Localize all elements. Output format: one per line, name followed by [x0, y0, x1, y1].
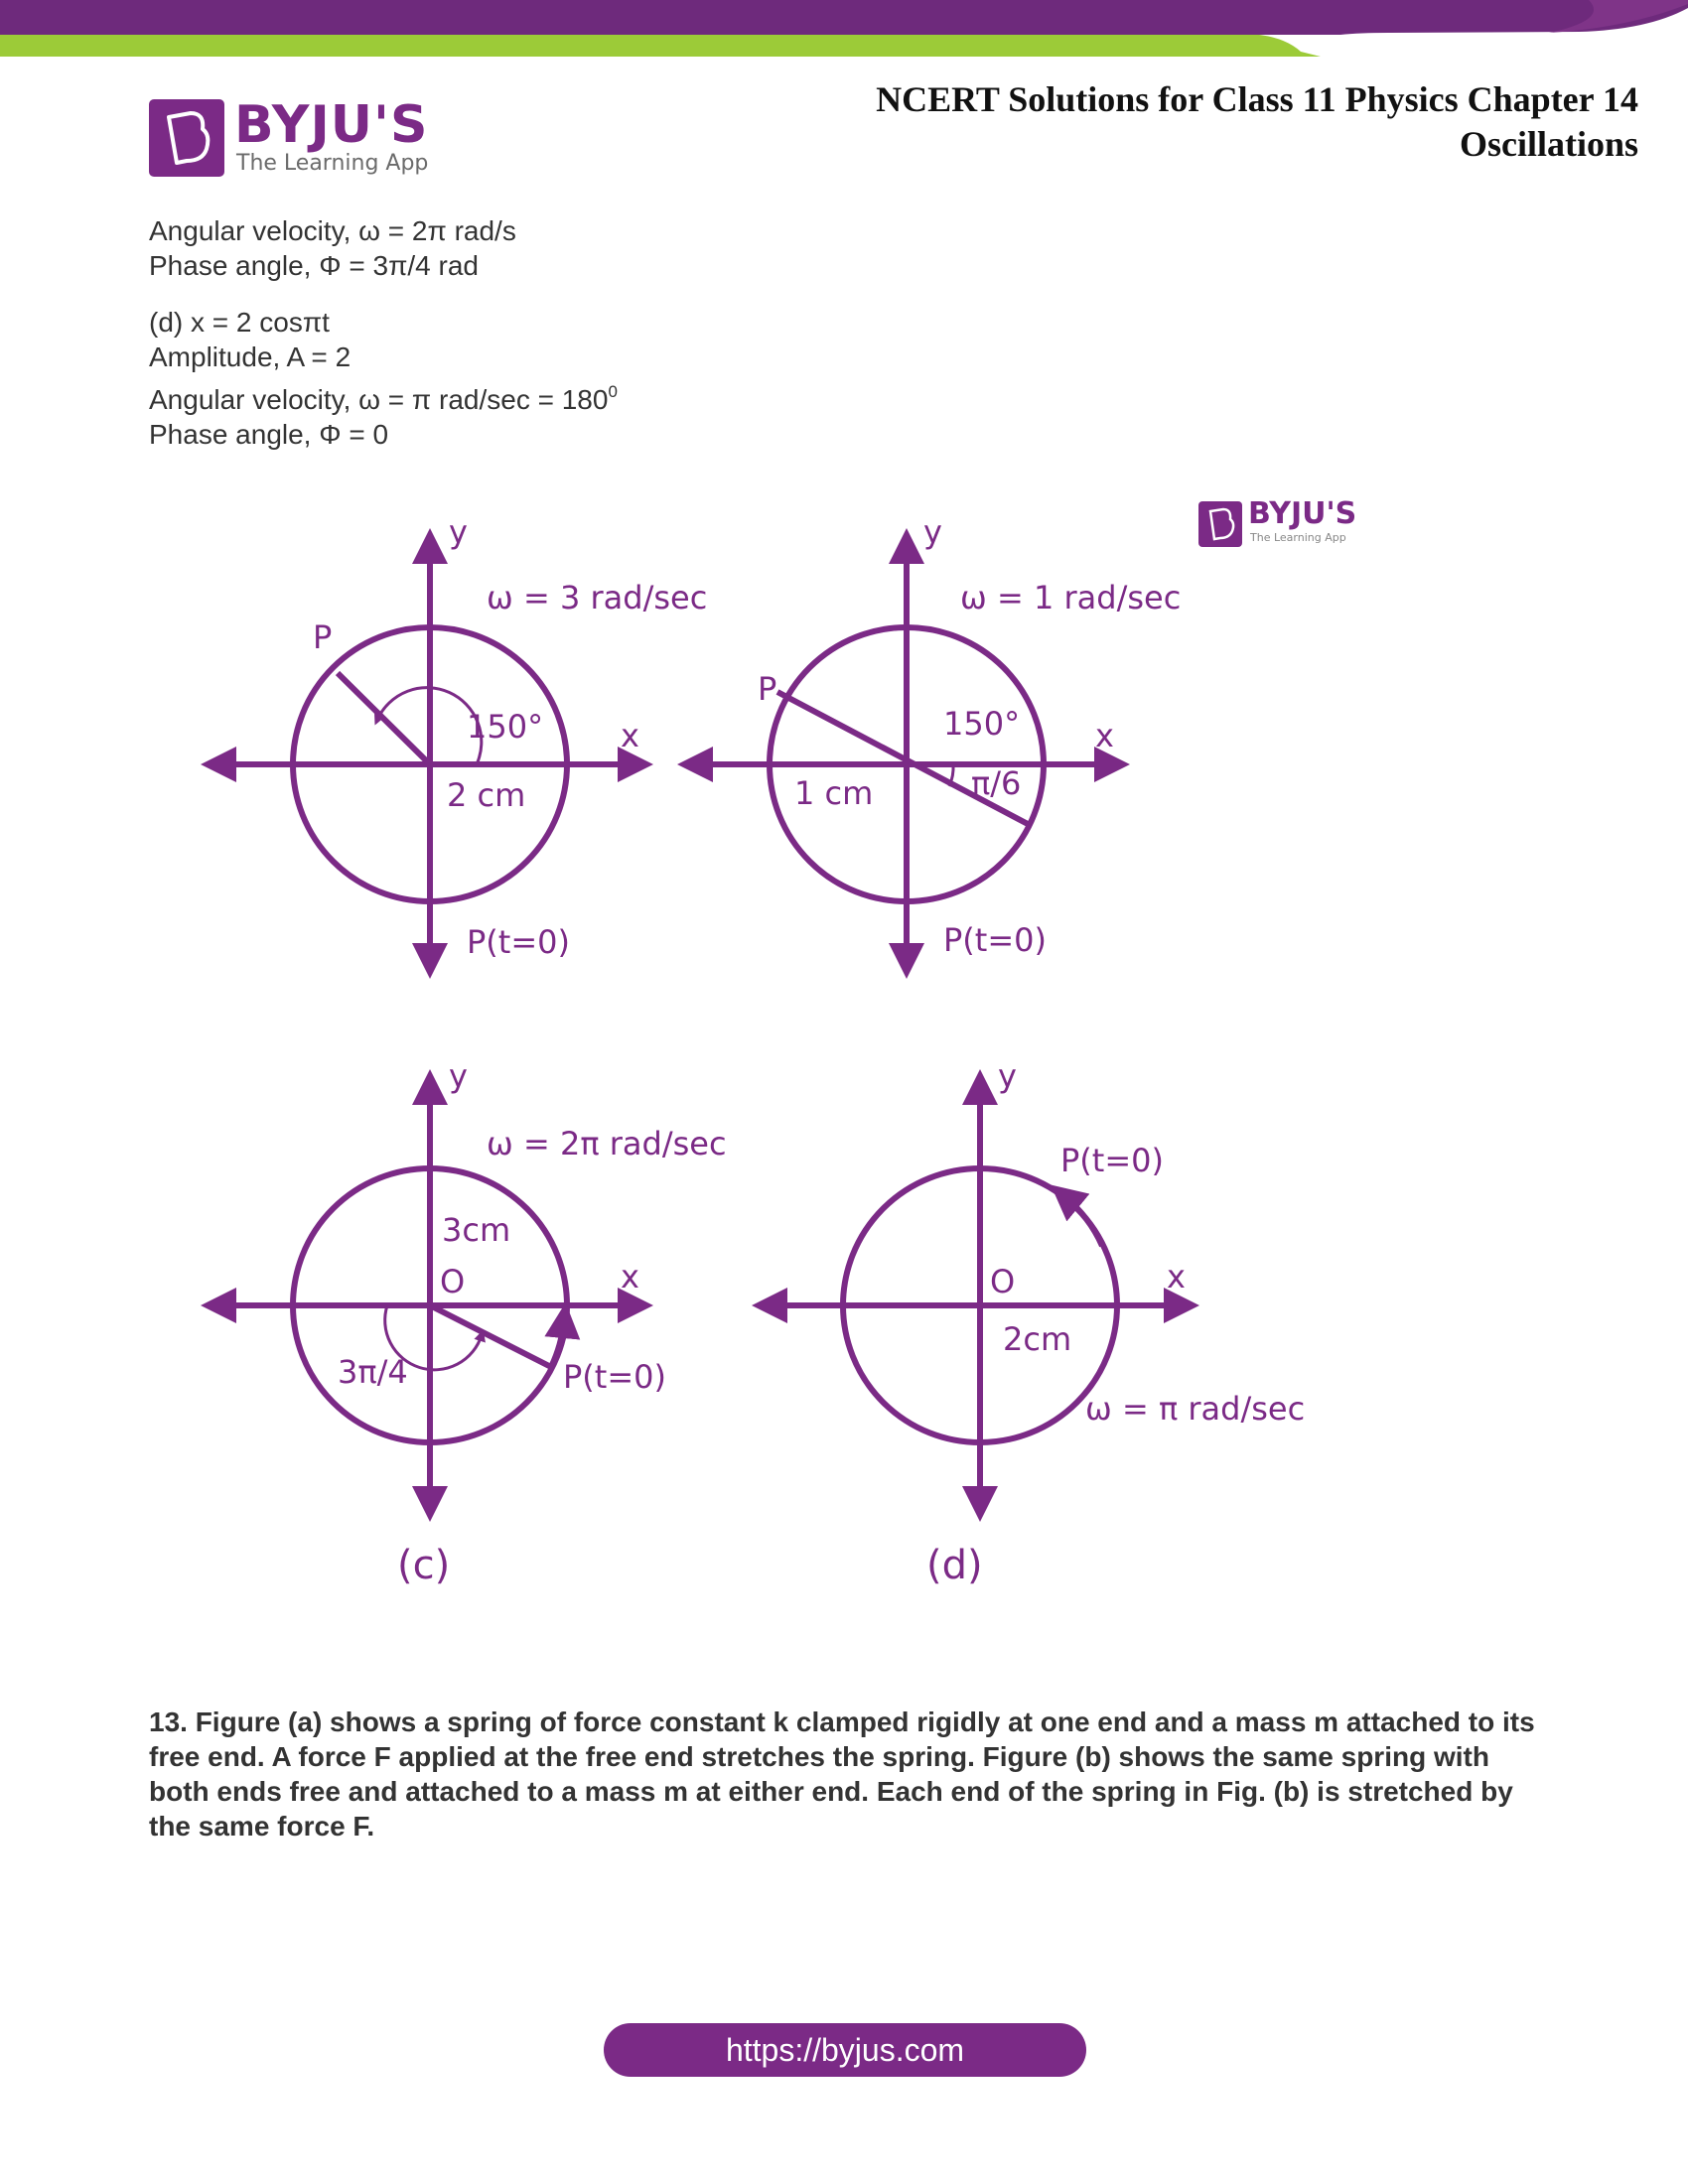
svg-text:150°: 150° [467, 708, 544, 746]
document-title-line1: NCERT Solutions for Class 11 Physics Chapter 14 [876, 79, 1638, 119]
svg-text:x: x [1167, 1258, 1186, 1296]
phasor-diagram-figure [199, 486, 1390, 1618]
svg-text:P: P [758, 670, 777, 708]
equation-d: (d) x = 2 cosπt [149, 307, 330, 338]
document-title-line2: Oscillations [1459, 124, 1638, 164]
svg-text:150°: 150° [943, 705, 1021, 743]
phase-angle-d: Phase angle, Φ = 0 [149, 419, 389, 450]
part-d-answer [149, 305, 618, 452]
phase-angle-c: Phase angle, Φ = 3π/4 rad [149, 250, 479, 281]
part-c-answer-tail [149, 213, 516, 283]
header-decorative-bar [0, 0, 1688, 69]
svg-text:y: y [449, 513, 468, 551]
figure-watermark-logo: BYJU'S The Learning App [1198, 499, 1367, 551]
svg-text:ω = 2π rad/sec: ω = 2π rad/sec [487, 1125, 727, 1162]
logo-tagline: The Learning App [236, 151, 429, 176]
svg-text:(c): (c) [397, 1543, 451, 1588]
amplitude-d: Amplitude, A = 2 [149, 341, 352, 372]
svg-text:π/6: π/6 [971, 764, 1022, 802]
svg-text:P(t=0): P(t=0) [563, 1358, 666, 1396]
svg-text:ω = π rad/sec: ω = π rad/sec [1085, 1390, 1306, 1428]
svg-text:P(t=0): P(t=0) [943, 921, 1047, 959]
svg-text:2cm: 2cm [1003, 1320, 1072, 1358]
svg-text:P: P [313, 618, 333, 656]
svg-text:O: O [440, 1263, 466, 1300]
svg-text:x: x [621, 717, 639, 754]
angular-velocity-d: Angular velocity, ω = π $rad/\sec = 180^0$ [149, 382, 618, 415]
svg-text:ω = 1 rad/sec: ω = 1 rad/sec [960, 579, 1182, 616]
document-title [876, 77, 1638, 167]
svg-text:3π/4: 3π/4 [338, 1353, 408, 1391]
logo-brand-text: BYJU'S [234, 95, 429, 155]
svg-text:O: O [990, 1263, 1016, 1300]
svg-text:x: x [1095, 717, 1114, 754]
svg-text:y: y [449, 1057, 468, 1095]
byjus-logo[interactable] [149, 95, 432, 179]
svg-text:1 cm: 1 cm [794, 774, 874, 812]
svg-text:P(t=0): P(t=0) [467, 923, 570, 961]
svg-text:ω = 3 rad/sec: ω = 3 rad/sec [487, 579, 708, 616]
footer-url-link[interactable]: https://byjus.com [604, 2023, 1086, 2077]
svg-text:P(t=0): P(t=0) [1060, 1142, 1164, 1179]
svg-text:2 cm: 2 cm [447, 776, 526, 814]
question-13-text: 13. Figure (a) shows a spring of force constant k clamped rigidly at one end and a mass m attached to its free end. A force F applied at the free end stretches the spring. Figure (b) shows the same spring with both ends free and attached to a mass m at either end. Each end of the spring in Fig. (b) is stretched by the same force F. [149, 1706, 1535, 1842]
svg-text:3cm: 3cm [442, 1211, 511, 1249]
svg-text:(d): (d) [926, 1543, 983, 1588]
svg-text:y: y [923, 513, 942, 551]
angular-velocity-c: Angular velocity, ω = 2π rad/s [149, 215, 516, 246]
svg-text:x: x [621, 1258, 639, 1296]
svg-text:y: y [998, 1057, 1017, 1095]
byjus-b-logo-icon [149, 99, 224, 177]
